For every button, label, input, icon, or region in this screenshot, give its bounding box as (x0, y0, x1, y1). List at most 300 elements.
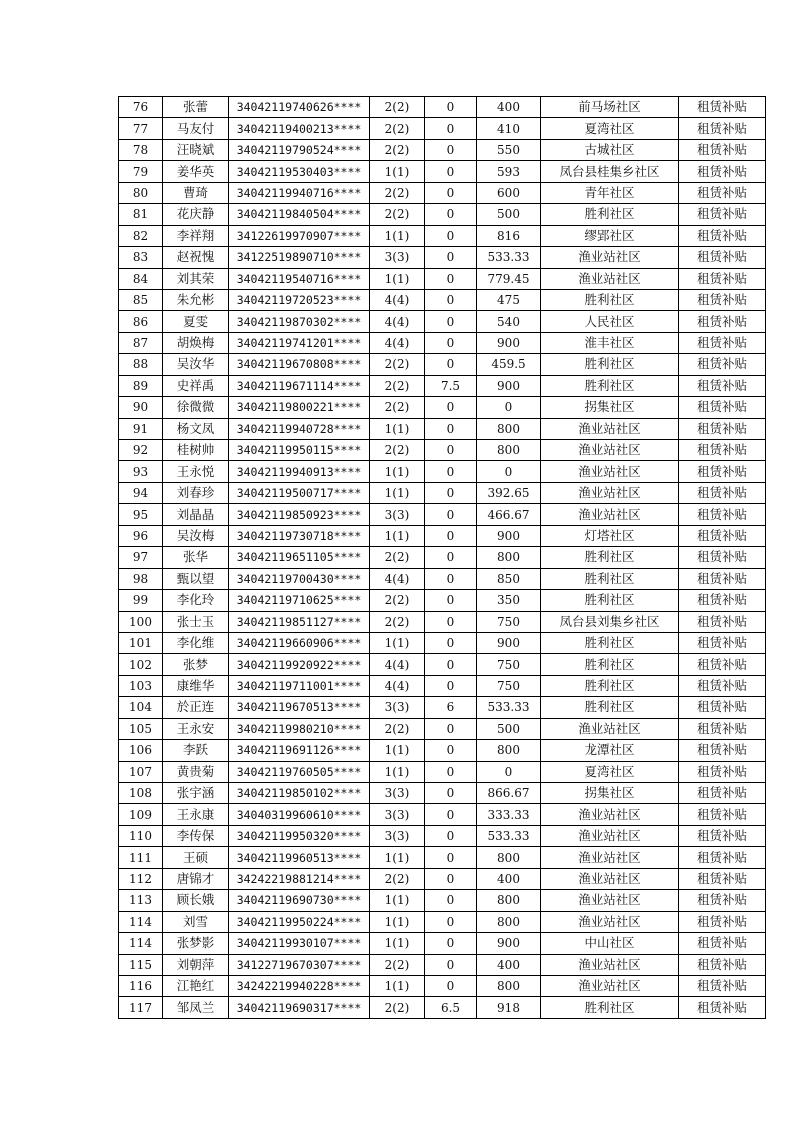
table-row (119, 740, 766, 761)
area-cell: 7.5 (425, 375, 477, 396)
subsidy-amount-cell: 800 (477, 547, 541, 568)
subsidy-amount-cell: 750 (477, 654, 541, 675)
area-cell: 0 (425, 975, 477, 996)
name-cell: 李化维 (163, 632, 229, 653)
id-number-cell: 34042119671114**** (229, 375, 370, 396)
area-cell: 0 (425, 525, 477, 546)
table-row (119, 997, 766, 1018)
name-cell: 赵祝愧 (163, 247, 229, 268)
table-row (119, 847, 766, 868)
name-cell: 张梦影 (163, 933, 229, 954)
subsidy-type-cell: 租赁补贴 (679, 761, 766, 782)
household-size-cell: 2(2) (370, 397, 425, 418)
name-cell: 史祥禹 (163, 375, 229, 396)
area-cell: 0 (425, 611, 477, 632)
area-cell: 0 (425, 568, 477, 589)
name-cell: 刘晶晶 (163, 504, 229, 525)
community-cell: 胜利社区 (541, 590, 679, 611)
subsidy-amount-cell: 900 (477, 933, 541, 954)
subsidy-type-cell: 租赁补贴 (679, 118, 766, 139)
table-row (119, 547, 766, 568)
name-cell: 黄贵菊 (163, 761, 229, 782)
subsidy-amount-cell: 918 (477, 997, 541, 1018)
table-row (119, 954, 766, 975)
subsidy-type-cell: 租赁补贴 (679, 547, 766, 568)
table-row (119, 611, 766, 632)
table-row (119, 718, 766, 739)
row-number-cell: 94 (119, 482, 163, 503)
id-number-cell: 34042119850923**** (229, 504, 370, 525)
subsidy-amount-cell: 816 (477, 225, 541, 246)
area-cell: 0 (425, 761, 477, 782)
id-number-cell: 34042119930107**** (229, 933, 370, 954)
household-size-cell: 1(1) (370, 911, 425, 932)
area-cell: 0 (425, 675, 477, 696)
table-row (119, 632, 766, 653)
subsidy-amount-cell: 410 (477, 118, 541, 139)
area-cell: 0 (425, 718, 477, 739)
name-cell: 徐微微 (163, 397, 229, 418)
household-size-cell: 4(4) (370, 654, 425, 675)
community-cell: 淮丰社区 (541, 332, 679, 353)
subsidy-amount-cell: 550 (477, 139, 541, 160)
community-cell: 中山社区 (541, 933, 679, 954)
community-cell: 夏湾社区 (541, 118, 679, 139)
subsidy-amount-cell: 0 (477, 461, 541, 482)
community-cell: 胜利社区 (541, 697, 679, 718)
household-size-cell: 4(4) (370, 675, 425, 696)
name-cell: 江艳红 (163, 975, 229, 996)
row-number-cell: 92 (119, 440, 163, 461)
name-cell: 马友付 (163, 118, 229, 139)
subsidy-type-cell: 租赁补贴 (679, 161, 766, 182)
row-number-cell: 116 (119, 975, 163, 996)
area-cell: 0 (425, 632, 477, 653)
id-number-cell: 34042119690317**** (229, 997, 370, 1018)
row-number-cell: 84 (119, 268, 163, 289)
table-row (119, 654, 766, 675)
name-cell: 王永康 (163, 804, 229, 825)
subsidy-type-cell: 租赁补贴 (679, 868, 766, 889)
subsidy-amount-cell: 800 (477, 890, 541, 911)
household-size-cell: 4(4) (370, 332, 425, 353)
household-size-cell: 3(3) (370, 825, 425, 846)
id-number-cell: 34122519890710**** (229, 247, 370, 268)
household-size-cell: 1(1) (370, 975, 425, 996)
row-number-cell: 105 (119, 718, 163, 739)
subsidy-amount-cell: 800 (477, 740, 541, 761)
subsidy-amount-cell: 400 (477, 97, 541, 118)
household-size-cell: 2(2) (370, 611, 425, 632)
subsidy-type-cell: 租赁补贴 (679, 397, 766, 418)
community-cell: 龙潭社区 (541, 740, 679, 761)
row-number-cell: 102 (119, 654, 163, 675)
community-cell: 渔业站社区 (541, 954, 679, 975)
subsidy-type-cell: 租赁补贴 (679, 997, 766, 1018)
name-cell: 吴汝梅 (163, 525, 229, 546)
subsidy-amount-cell: 400 (477, 868, 541, 889)
area-cell: 0 (425, 847, 477, 868)
subsidy-type-cell: 租赁补贴 (679, 225, 766, 246)
row-number-cell: 114 (119, 933, 163, 954)
row-number-cell: 115 (119, 954, 163, 975)
household-size-cell: 1(1) (370, 461, 425, 482)
household-size-cell: 1(1) (370, 933, 425, 954)
household-size-cell: 4(4) (370, 311, 425, 332)
id-number-cell: 34042119670808**** (229, 354, 370, 375)
subsidy-amount-cell: 500 (477, 718, 541, 739)
household-size-cell: 2(2) (370, 375, 425, 396)
area-cell: 0 (425, 440, 477, 461)
name-cell: 李跃 (163, 740, 229, 761)
table-row (119, 911, 766, 932)
subsidy-type-cell: 租赁补贴 (679, 804, 766, 825)
area-cell: 0 (425, 911, 477, 932)
table-row (119, 890, 766, 911)
id-number-cell: 34042119950320**** (229, 825, 370, 846)
subsidy-type-cell: 租赁补贴 (679, 482, 766, 503)
name-cell: 邹凤兰 (163, 997, 229, 1018)
area-cell: 0 (425, 890, 477, 911)
area-cell: 0 (425, 139, 477, 160)
row-number-cell: 104 (119, 697, 163, 718)
area-cell: 0 (425, 654, 477, 675)
area-cell: 0 (425, 804, 477, 825)
community-cell: 胜利社区 (541, 568, 679, 589)
name-cell: 甄以望 (163, 568, 229, 589)
row-number-cell: 76 (119, 97, 163, 118)
subsidy-amount-cell: 400 (477, 954, 541, 975)
community-cell: 渔业站社区 (541, 718, 679, 739)
household-size-cell: 2(2) (370, 354, 425, 375)
subsidy-amount-cell: 533.33 (477, 825, 541, 846)
row-number-cell: 103 (119, 675, 163, 696)
name-cell: 桂树帅 (163, 440, 229, 461)
table-row (119, 247, 766, 268)
row-number-cell: 83 (119, 247, 163, 268)
id-number-cell: 34122719670307**** (229, 954, 370, 975)
household-size-cell: 2(2) (370, 997, 425, 1018)
table-row (119, 332, 766, 353)
row-number-cell: 96 (119, 525, 163, 546)
community-cell: 胜利社区 (541, 354, 679, 375)
table-row (119, 268, 766, 289)
id-number-cell: 34042119670513**** (229, 697, 370, 718)
subsidy-amount-cell: 475 (477, 289, 541, 310)
community-cell: 胜利社区 (541, 632, 679, 653)
row-number-cell: 110 (119, 825, 163, 846)
id-number-cell: 34042119940716**** (229, 182, 370, 203)
area-cell: 0 (425, 482, 477, 503)
subsidy-type-cell: 租赁补贴 (679, 675, 766, 696)
subsidy-type-cell: 租赁补贴 (679, 332, 766, 353)
id-number-cell: 34042119540716**** (229, 268, 370, 289)
name-cell: 李祥翔 (163, 225, 229, 246)
household-size-cell: 1(1) (370, 525, 425, 546)
community-cell: 青年社区 (541, 182, 679, 203)
table-row (119, 568, 766, 589)
subsidy-type-cell: 租赁补贴 (679, 182, 766, 203)
name-cell: 胡焕梅 (163, 332, 229, 353)
name-cell: 杨文凤 (163, 418, 229, 439)
name-cell: 吴汝华 (163, 354, 229, 375)
table-row (119, 418, 766, 439)
name-cell: 王永悦 (163, 461, 229, 482)
name-cell: 张宇涵 (163, 783, 229, 804)
row-number-cell: 117 (119, 997, 163, 1018)
table-row (119, 504, 766, 525)
subsidy-amount-cell: 0 (477, 761, 541, 782)
table-row (119, 868, 766, 889)
row-number-cell: 79 (119, 161, 163, 182)
subsidy-amount-cell: 866.67 (477, 783, 541, 804)
name-cell: 张蕾 (163, 97, 229, 118)
area-cell: 0 (425, 182, 477, 203)
subsidy-amount-cell: 466.67 (477, 504, 541, 525)
area-cell: 0 (425, 97, 477, 118)
subsidy-amount-cell: 533.33 (477, 247, 541, 268)
area-cell: 0 (425, 268, 477, 289)
community-cell: 渔业站社区 (541, 847, 679, 868)
area-cell: 0 (425, 247, 477, 268)
id-number-cell: 34042119741201**** (229, 332, 370, 353)
community-cell: 渔业站社区 (541, 504, 679, 525)
community-cell: 前马场社区 (541, 97, 679, 118)
name-cell: 刘朝萍 (163, 954, 229, 975)
community-cell: 渔业站社区 (541, 461, 679, 482)
id-number-cell: 34042119840504**** (229, 204, 370, 225)
row-number-cell: 106 (119, 740, 163, 761)
subsidy-amount-cell: 750 (477, 675, 541, 696)
table-row (119, 375, 766, 396)
table-row (119, 933, 766, 954)
subsidy-amount-cell: 459.5 (477, 354, 541, 375)
subsidy-type-cell: 租赁补贴 (679, 354, 766, 375)
id-number-cell: 34042119920922**** (229, 654, 370, 675)
subsidy-type-cell: 租赁补贴 (679, 825, 766, 846)
area-cell: 0 (425, 332, 477, 353)
community-cell: 凤台县桂集乡社区 (541, 161, 679, 182)
id-number-cell: 34042119730718**** (229, 525, 370, 546)
household-size-cell: 1(1) (370, 418, 425, 439)
community-cell: 渔业站社区 (541, 482, 679, 503)
household-size-cell: 1(1) (370, 268, 425, 289)
id-number-cell: 34042119530403**** (229, 161, 370, 182)
subsidy-type-cell: 租赁补贴 (679, 697, 766, 718)
row-number-cell: 81 (119, 204, 163, 225)
row-number-cell: 89 (119, 375, 163, 396)
subsidy-table (118, 96, 766, 1019)
row-number-cell: 114 (119, 911, 163, 932)
row-number-cell: 78 (119, 139, 163, 160)
household-size-cell: 2(2) (370, 590, 425, 611)
row-number-cell: 108 (119, 783, 163, 804)
name-cell: 刘雪 (163, 911, 229, 932)
household-size-cell: 3(3) (370, 783, 425, 804)
row-number-cell: 90 (119, 397, 163, 418)
household-size-cell: 1(1) (370, 632, 425, 653)
row-number-cell: 107 (119, 761, 163, 782)
household-size-cell: 2(2) (370, 97, 425, 118)
area-cell: 0 (425, 740, 477, 761)
name-cell: 王硕 (163, 847, 229, 868)
table-body (119, 97, 766, 1019)
subsidy-type-cell: 租赁补贴 (679, 440, 766, 461)
household-size-cell: 2(2) (370, 440, 425, 461)
name-cell: 夏雯 (163, 311, 229, 332)
table-row (119, 761, 766, 782)
subsidy-type-cell: 租赁补贴 (679, 632, 766, 653)
name-cell: 刘春珍 (163, 482, 229, 503)
row-number-cell: 86 (119, 311, 163, 332)
community-cell: 灯塔社区 (541, 525, 679, 546)
household-size-cell: 2(2) (370, 139, 425, 160)
area-cell: 0 (425, 311, 477, 332)
community-cell: 渔业站社区 (541, 868, 679, 889)
subsidy-amount-cell: 900 (477, 525, 541, 546)
table-row (119, 97, 766, 118)
subsidy-amount-cell: 850 (477, 568, 541, 589)
row-number-cell: 97 (119, 547, 163, 568)
row-number-cell: 109 (119, 804, 163, 825)
household-size-cell: 1(1) (370, 482, 425, 503)
area-cell: 0 (425, 504, 477, 525)
subsidy-type-cell: 租赁补贴 (679, 504, 766, 525)
subsidy-type-cell: 租赁补贴 (679, 933, 766, 954)
name-cell: 李传保 (163, 825, 229, 846)
id-number-cell: 34042119800221**** (229, 397, 370, 418)
subsidy-type-cell: 租赁补贴 (679, 289, 766, 310)
area-cell: 0 (425, 868, 477, 889)
household-size-cell: 4(4) (370, 568, 425, 589)
community-cell: 夏湾社区 (541, 761, 679, 782)
table-row (119, 525, 766, 546)
community-cell: 渔业站社区 (541, 418, 679, 439)
area-cell: 0 (425, 397, 477, 418)
table-row (119, 482, 766, 503)
id-number-cell: 34042119711001**** (229, 675, 370, 696)
row-number-cell: 77 (119, 118, 163, 139)
area-cell: 0 (425, 289, 477, 310)
subsidy-type-cell: 租赁补贴 (679, 611, 766, 632)
subsidy-type-cell: 租赁补贴 (679, 247, 766, 268)
subsidy-amount-cell: 800 (477, 440, 541, 461)
community-cell: 胜利社区 (541, 289, 679, 310)
id-number-cell: 34042119850102**** (229, 783, 370, 804)
area-cell: 0 (425, 418, 477, 439)
table-row (119, 397, 766, 418)
subsidy-amount-cell: 900 (477, 632, 541, 653)
subsidy-amount-cell: 750 (477, 611, 541, 632)
id-number-cell: 34042119651105**** (229, 547, 370, 568)
id-number-cell: 34042119940913**** (229, 461, 370, 482)
subsidy-type-cell: 租赁补贴 (679, 975, 766, 996)
row-number-cell: 95 (119, 504, 163, 525)
id-number-cell: 34042119700430**** (229, 568, 370, 589)
subsidy-type-cell: 租赁补贴 (679, 954, 766, 975)
id-number-cell: 34042119500717**** (229, 482, 370, 503)
household-size-cell: 2(2) (370, 547, 425, 568)
table-row (119, 118, 766, 139)
area-cell: 0 (425, 118, 477, 139)
community-cell: 渔业站社区 (541, 975, 679, 996)
id-number-cell: 34042119720523**** (229, 289, 370, 310)
subsidy-type-cell: 租赁补贴 (679, 311, 766, 332)
area-cell: 0 (425, 204, 477, 225)
row-number-cell: 88 (119, 354, 163, 375)
community-cell: 渔业站社区 (541, 890, 679, 911)
name-cell: 姜华英 (163, 161, 229, 182)
table-row (119, 161, 766, 182)
name-cell: 张梦 (163, 654, 229, 675)
table-row (119, 804, 766, 825)
subsidy-type-cell: 租赁补贴 (679, 718, 766, 739)
subsidy-amount-cell: 600 (477, 182, 541, 203)
subsidy-type-cell: 租赁补贴 (679, 97, 766, 118)
row-number-cell: 101 (119, 632, 163, 653)
row-number-cell: 99 (119, 590, 163, 611)
row-number-cell: 113 (119, 890, 163, 911)
community-cell: 缪郢社区 (541, 225, 679, 246)
id-number-cell: 34242219940228**** (229, 975, 370, 996)
subsidy-type-cell: 租赁补贴 (679, 418, 766, 439)
subsidy-amount-cell: 350 (477, 590, 541, 611)
table-row (119, 975, 766, 996)
row-number-cell: 98 (119, 568, 163, 589)
table-row (119, 783, 766, 804)
row-number-cell: 82 (119, 225, 163, 246)
table-row (119, 139, 766, 160)
area-cell: 0 (425, 461, 477, 482)
row-number-cell: 85 (119, 289, 163, 310)
name-cell: 李化玲 (163, 590, 229, 611)
id-number-cell: 34040319960610**** (229, 804, 370, 825)
name-cell: 曹琦 (163, 182, 229, 203)
table-row (119, 354, 766, 375)
household-size-cell: 2(2) (370, 182, 425, 203)
subsidy-type-cell: 租赁补贴 (679, 590, 766, 611)
id-number-cell: 34242219881214**** (229, 868, 370, 889)
community-cell: 渔业站社区 (541, 825, 679, 846)
household-size-cell: 1(1) (370, 890, 425, 911)
subsidy-amount-cell: 800 (477, 847, 541, 868)
household-size-cell: 2(2) (370, 868, 425, 889)
household-size-cell: 1(1) (370, 225, 425, 246)
table-row (119, 825, 766, 846)
area-cell: 0 (425, 354, 477, 375)
area-cell: 0 (425, 933, 477, 954)
community-cell: 胜利社区 (541, 375, 679, 396)
subsidy-amount-cell: 0 (477, 397, 541, 418)
community-cell: 胜利社区 (541, 204, 679, 225)
id-number-cell: 34042119660906**** (229, 632, 370, 653)
subsidy-type-cell: 租赁补贴 (679, 375, 766, 396)
subsidy-amount-cell: 779.45 (477, 268, 541, 289)
community-cell: 胜利社区 (541, 675, 679, 696)
community-cell: 凤台县刘集乡社区 (541, 611, 679, 632)
name-cell: 刘其荣 (163, 268, 229, 289)
table-row (119, 461, 766, 482)
subsidy-amount-cell: 800 (477, 418, 541, 439)
subsidy-type-cell: 租赁补贴 (679, 461, 766, 482)
table-row (119, 182, 766, 203)
name-cell: 张华 (163, 547, 229, 568)
household-size-cell: 3(3) (370, 247, 425, 268)
id-number-cell: 34042119690730**** (229, 890, 370, 911)
subsidy-amount-cell: 593 (477, 161, 541, 182)
household-size-cell: 1(1) (370, 847, 425, 868)
id-number-cell: 34042119760505**** (229, 761, 370, 782)
